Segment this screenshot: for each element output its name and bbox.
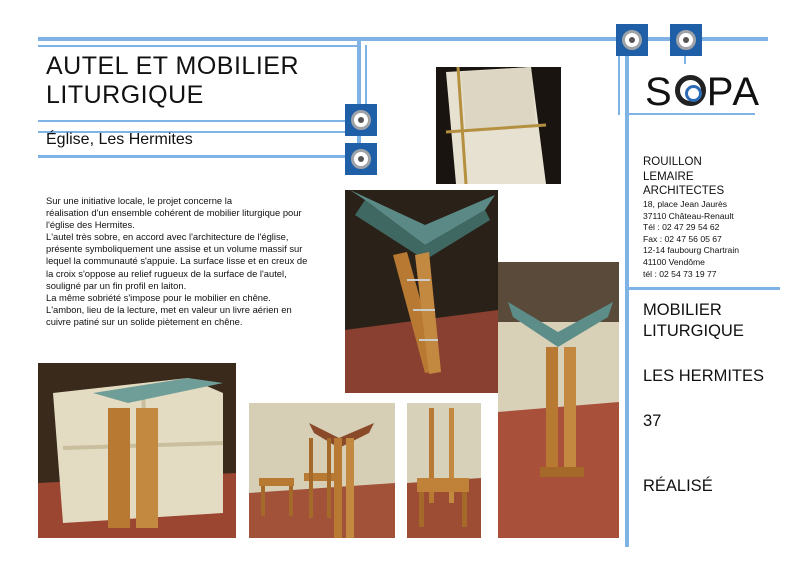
description-line: cuivre patiné sur un solide piètement en chêne. <box>46 315 243 327</box>
firm-name-line: ARCHITECTES <box>643 185 725 197</box>
logo-target-icon <box>675 75 706 106</box>
photo-altar-detail <box>436 67 561 184</box>
firm-name-line: ROUILLON <box>643 156 702 168</box>
description-line: La même sobriété s'impose pour le mobilier en chêne. <box>46 291 271 303</box>
frame-line-top-thin <box>38 45 360 47</box>
description-line: la croix s'oppose au relief rugueux de la surface de l'autel, <box>46 267 287 279</box>
sidebar-status: RÉALISÉ <box>643 477 713 495</box>
photo-ambon-full <box>498 262 619 538</box>
sidebar-category <box>643 300 744 342</box>
firm-name <box>643 155 724 199</box>
logo-text-end: PA <box>706 70 762 114</box>
frame-line-title-bottom <box>38 120 348 122</box>
project-description <box>46 195 346 328</box>
frame-line-vertical-title-thin <box>365 45 367 105</box>
sidebar-place: LES HERMITES <box>643 367 765 385</box>
description-line: Sur une initiative locale, le projet concerne la <box>46 195 233 206</box>
description-line: L'autel très sobre, en accord avec l'architecture de l'église, <box>46 231 289 243</box>
firm-name-line: LEMAIRE <box>643 170 694 183</box>
sidebar-number: 37 <box>643 412 662 430</box>
address-line: 18, place Jean Jaurès <box>643 199 728 209</box>
address-line: Fax : 02 47 56 05 67 <box>643 233 722 244</box>
address-line: Tél : 02 47 29 54 62 <box>643 222 720 233</box>
description-line: l'église des Hermites. <box>46 219 135 231</box>
photo-ambon-book <box>345 190 498 393</box>
title-line-1: AUTEL ET MOBILIER <box>46 52 300 80</box>
frame-line-subtitle-bottom <box>38 155 348 158</box>
page-subtitle: Église, Les Hermites <box>46 131 193 148</box>
frame-line-vertical-title <box>357 37 361 157</box>
target-badge-icon <box>670 24 702 56</box>
photo-altar <box>38 363 236 538</box>
description-line: présente symboliquement une assise et un volume massif sur <box>46 243 303 255</box>
photo-chair <box>407 403 481 538</box>
page-title <box>46 52 299 110</box>
photo-ambon-stool <box>249 403 395 538</box>
frame-line-top <box>38 37 768 41</box>
scopa-logo <box>645 70 761 115</box>
address-line: 37110 Château-Renault <box>643 210 734 221</box>
title-line-2: LITURGIQUE <box>46 81 204 109</box>
category-line: LITURGIQUE <box>643 322 744 340</box>
frame-line-right-h2 <box>625 287 780 290</box>
description-line: L'ambon, lieu de la lecture, met en valeur un livre aérien en <box>46 303 292 315</box>
target-badge-icon <box>345 143 377 175</box>
logo-text-start: S <box>645 70 674 114</box>
category-line: MOBILIER <box>643 301 722 319</box>
description-line: réalisation d'un ensemble cohérent de mobilier liturgique pour <box>46 207 302 219</box>
address-line: tél : 02 54 73 19 77 <box>643 268 717 279</box>
address-line: 12-14 faubourg Chartrain <box>643 245 740 256</box>
address-line: 41100 Vendôme <box>643 256 705 267</box>
description-line: souligné par un fin profil en laiton. <box>46 279 187 291</box>
firm-address <box>643 199 739 280</box>
target-badge-icon <box>616 24 648 56</box>
description-line: lequel la communauté s'appuie. La surface lisse et en creux de <box>46 255 308 267</box>
target-badge-icon <box>345 104 377 136</box>
